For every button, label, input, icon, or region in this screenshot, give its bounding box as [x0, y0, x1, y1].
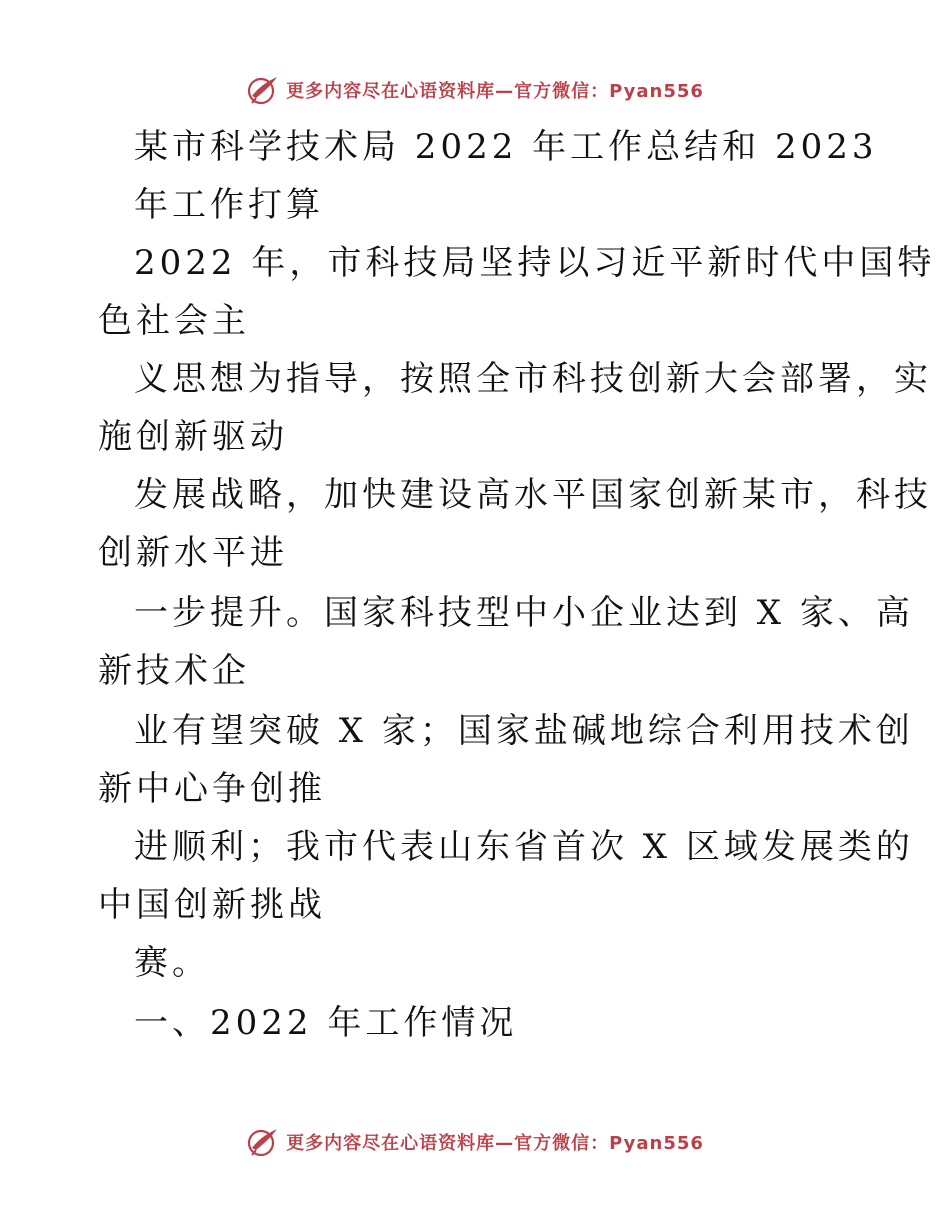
header-watermark-text: 更多内容尽在心语资料库—官方微信：Pyan556: [286, 81, 704, 102]
paragraph-line: 进顺利；我市代表山东省首次 X 区域发展类的: [134, 827, 914, 867]
paragraph-line: 赛。: [134, 943, 210, 983]
paragraph-line: 一步提升。国家科技型中小企业达到 X 家、高: [134, 593, 914, 633]
paragraph-line: 新技术企: [98, 651, 250, 691]
paragraph-line: 新中心争创推: [98, 769, 326, 809]
footer-watermark-text: 更多内容尽在心语资料库—官方微信：Pyan556: [286, 1133, 704, 1154]
paragraph-line: 施创新驱动: [98, 417, 288, 457]
paragraph-line: 义思想为指导，按照全市科技创新大会部署，实: [134, 359, 932, 399]
section-heading: 一、2022 年工作情况: [134, 1003, 518, 1043]
paragraph-line: 色社会主: [98, 301, 250, 341]
document-title-line-2: 年工作打算: [134, 185, 324, 225]
document-title-line-1: 某市科学技术局 2022 年工作总结和 2023: [134, 127, 878, 167]
paragraph-line: 业有望突破 X 家；国家盐碱地综合利用技术创: [134, 711, 914, 751]
footer-watermark: [0, 1126, 950, 1158]
paragraph-line: 创新水平进: [98, 533, 288, 573]
paragraph-line: 2022 年，市科技局坚持以习近平新时代中国特: [134, 243, 936, 283]
quill-logo-icon: [246, 1126, 280, 1158]
paragraph-line: 中国创新挑战: [98, 885, 326, 925]
paragraph-line: 发展战略，加快建设高水平国家创新某市，科技: [134, 475, 932, 515]
